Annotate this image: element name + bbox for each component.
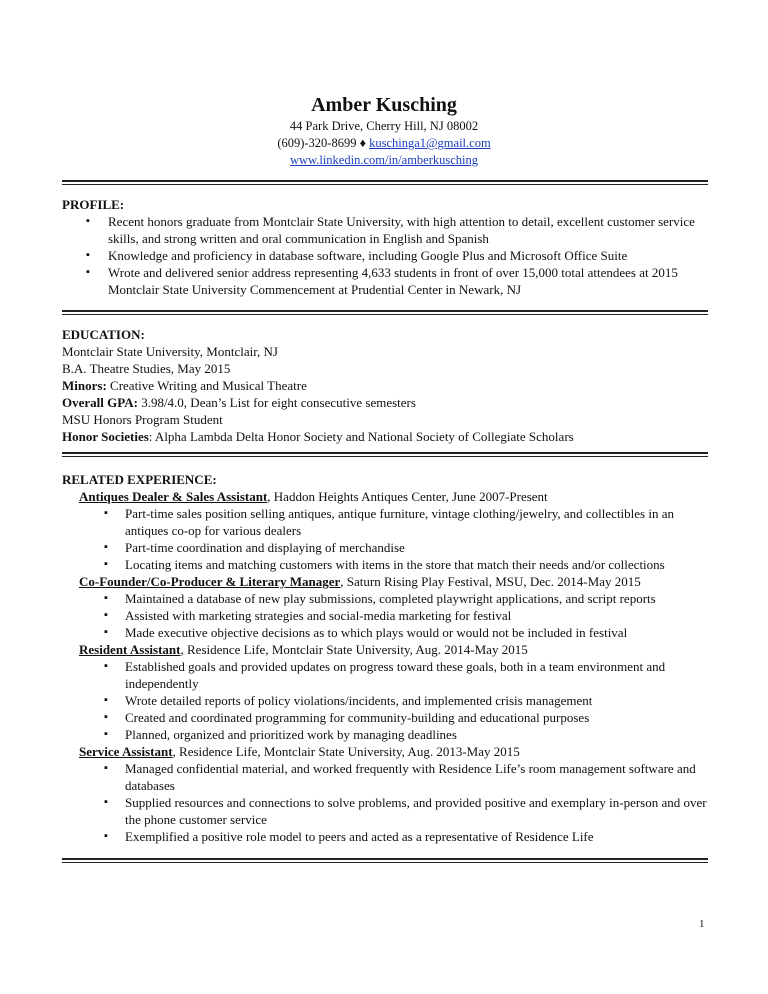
list-item: ▪ Part-time coordination and displaying of merchandise <box>62 539 712 556</box>
gpa-label: Overall GPA: <box>62 395 138 410</box>
gpa-line <box>62 394 712 411</box>
list-item: ▪ Assisted with marketing strategies and social-media marketing for festival <box>62 607 712 624</box>
job-details: , Saturn Rising Play Festival, MSU, Dec. 2014-May 2015 <box>340 574 641 589</box>
list-item: ▪ Wrote detailed reports of policy violations/incidents, and implemented crisis management <box>62 692 712 709</box>
candidate-name: Amber Kusching <box>311 94 457 116</box>
list-item: ▪ Recent honors graduate from Montclair State University, with high attention to detail, excellent customer service skills, and strong written and oral communication in English and Spanish <box>62 213 712 247</box>
degree: B.A. Theatre Studies, May 2015 <box>62 361 231 376</box>
honor-societies-line <box>62 428 712 445</box>
job-entry <box>62 743 712 760</box>
list-item: ▪ Part-time sales position selling antiques, antique furniture, vintage clothing/jewelry, and collectibles in an antiques co-op for various dealers <box>62 505 712 539</box>
job-bullets <box>62 658 712 743</box>
education-heading: EDUCATION: <box>62 327 145 342</box>
job-title: Resident Assistant <box>79 642 181 657</box>
school: Montclair State University, Montclair, NJ <box>62 344 278 359</box>
section-divider <box>62 452 708 457</box>
email-link[interactable]: kuschinga1@gmail.com <box>369 136 491 150</box>
list-item: ▪ Wrote and delivered senior address representing 4,633 students in front of over 15,000 total attendees at 2015 Montclair State University Commencement at Prudential Center in Newark, NJ <box>62 264 712 298</box>
linkedin-link[interactable]: www.linkedin.com/in/amberkusching <box>289 153 479 167</box>
resume-header <box>0 92 768 169</box>
section-divider <box>62 310 708 315</box>
section-divider <box>62 858 708 863</box>
job-bullets <box>62 505 712 573</box>
minors-line <box>62 377 712 394</box>
list-item: ▪ Exemplified a positive role model to peers and acted as a representative of Residence Life <box>62 828 712 845</box>
page-number: 1 <box>699 918 705 930</box>
list-item: ▪ Locating items and matching customers with items in the store that match their needs and/or collections <box>62 556 712 573</box>
experience-section <box>62 471 712 845</box>
list-item: ▪ Managed confidential material, and worked frequently with Residence Life’s room management software and databases <box>62 760 712 794</box>
list-item: ▪ Maintained a database of new play submissions, completed playwright applications, and script reports <box>62 590 712 607</box>
list-item: ▪ Planned, organized and prioritized work by managing deadlines <box>62 726 712 743</box>
diamond-separator-icon: ♦ <box>359 136 366 150</box>
section-divider <box>62 180 708 185</box>
profile-list <box>62 213 712 298</box>
job-entry <box>62 573 712 590</box>
linkedin-line <box>0 152 768 169</box>
job-bullets <box>62 760 712 845</box>
list-item: ▪ Knowledge and proficiency in database software, including Google Plus and Microsoft Office Suite <box>62 247 712 264</box>
list-item: ▪ Supplied resources and connections to solve problems, and provided positive and exemplary in-person and over the phone customer service <box>62 794 712 828</box>
honors-program: MSU Honors Program Student <box>62 412 223 427</box>
job-entry <box>62 641 712 658</box>
profile-heading: PROFILE: <box>62 197 125 212</box>
education-section <box>62 326 712 445</box>
profile-section <box>62 196 712 298</box>
honor-societies-label: Honor Societies <box>62 429 149 444</box>
honor-societies: : Alpha Lambda Delta Honor Society and National Society of Collegiate Scholars <box>148 429 574 444</box>
job-title: Service Assistant <box>79 744 173 759</box>
list-item: ▪ Created and coordinated programming for community-building and educational purposes <box>62 709 712 726</box>
job-details: , Haddon Heights Antiques Center, June 2007-Present <box>267 489 548 504</box>
job-title: Antiques Dealer & Sales Assistant <box>79 489 268 504</box>
experience-heading: RELATED EXPERIENCE: <box>62 472 217 487</box>
address: 44 Park Drive, Cherry Hill, NJ 08002 <box>289 119 479 133</box>
job-details: , Residence Life, Montclair State University, Aug. 2013-May 2015 <box>172 744 520 759</box>
minors: Creative Writing and Musical Theatre <box>110 378 307 393</box>
phone: (609)-320-8699 <box>277 136 357 150</box>
job-details: , Residence Life, Montclair State University, Aug. 2014-May 2015 <box>180 642 528 657</box>
list-item: ▪ Established goals and provided updates on progress toward these goals, both in a team environment and independently <box>62 658 712 692</box>
job-bullets <box>62 590 712 641</box>
list-item: ▪ Made executive objective decisions as to which plays would or would not be included in festival <box>62 624 712 641</box>
job-title: Co-Founder/Co-Producer & Literary Manager <box>79 574 341 589</box>
phone-email-line <box>0 135 768 152</box>
minors-label: Minors: <box>62 378 107 393</box>
job-entry <box>62 488 712 505</box>
gpa: 3.98/4.0, Dean’s List for eight consecutive semesters <box>141 395 416 410</box>
